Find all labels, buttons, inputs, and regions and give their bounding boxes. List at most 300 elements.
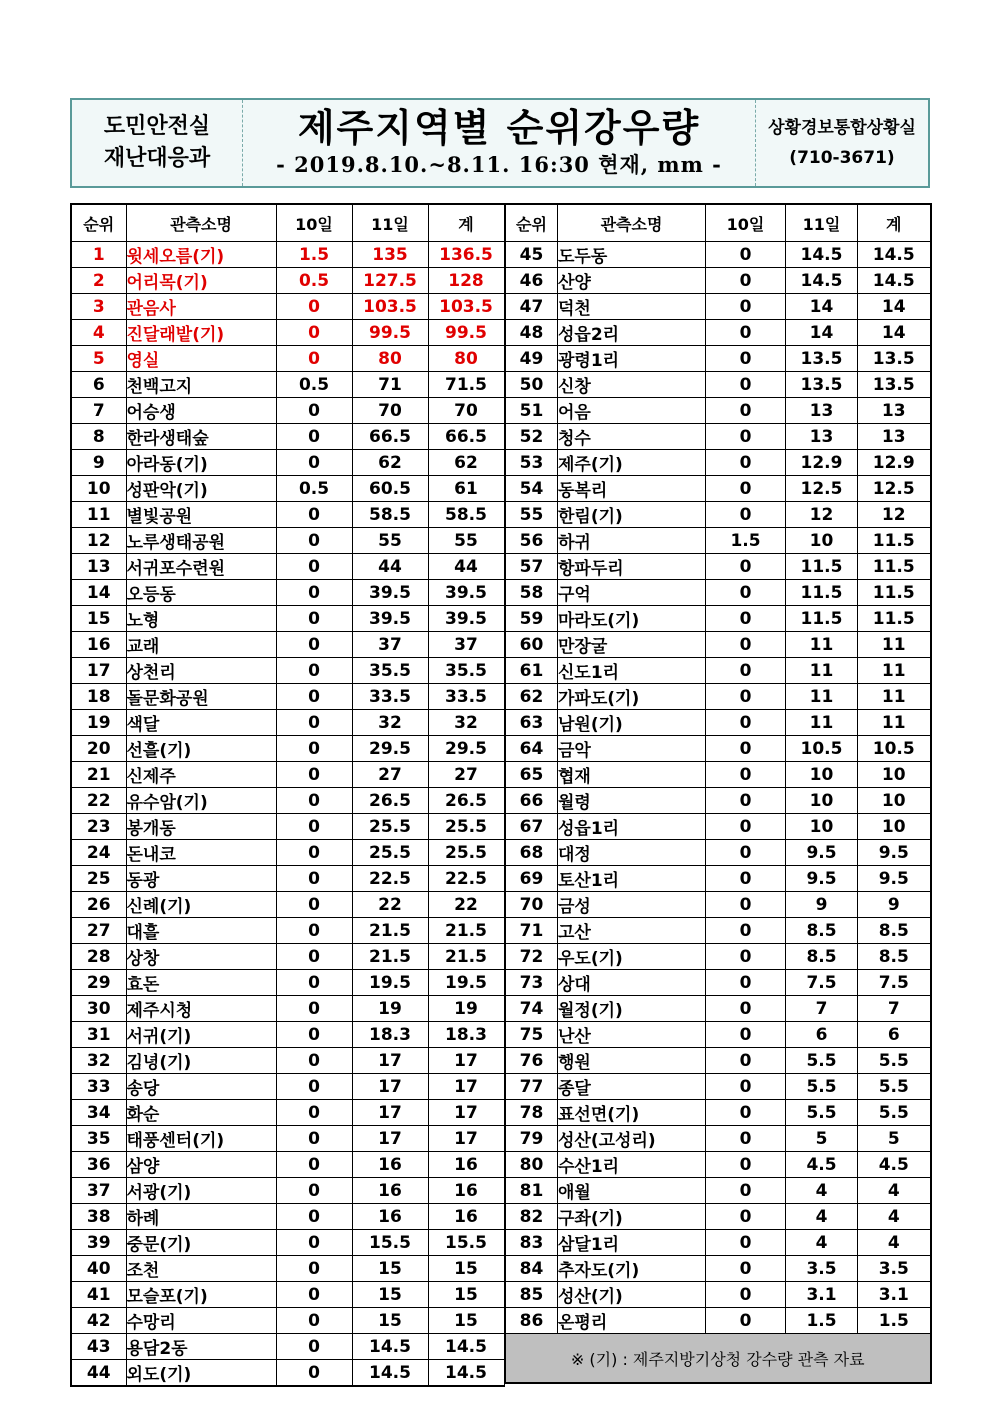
day10-cell: 0 bbox=[706, 242, 786, 268]
table-row bbox=[506, 1230, 931, 1256]
day11-cell: 10 bbox=[786, 528, 858, 554]
station-name-cell: 노형 bbox=[126, 606, 276, 632]
table-row bbox=[506, 788, 931, 814]
table-row bbox=[506, 554, 931, 580]
total-cell: 15.5 bbox=[428, 1230, 504, 1256]
rank-cell: 2 bbox=[71, 268, 126, 294]
table-row bbox=[71, 294, 504, 320]
table-row bbox=[71, 502, 504, 528]
total-cell: 32 bbox=[428, 710, 504, 736]
day11-cell: 13.5 bbox=[786, 372, 858, 398]
table-row bbox=[506, 476, 931, 502]
total-cell: 13.5 bbox=[858, 372, 931, 398]
rank-cell: 47 bbox=[506, 294, 558, 320]
day10-cell: 0 bbox=[276, 736, 352, 762]
table-row bbox=[506, 814, 931, 840]
table-row bbox=[506, 1048, 931, 1074]
col-day10-header: 10일 bbox=[276, 204, 352, 242]
station-name-cell: 삼양 bbox=[126, 1152, 276, 1178]
note-row bbox=[506, 1334, 931, 1384]
rank-cell: 27 bbox=[71, 918, 126, 944]
table-row bbox=[71, 788, 504, 814]
total-cell: 55 bbox=[428, 528, 504, 554]
day10-cell: 0 bbox=[276, 1230, 352, 1256]
total-cell: 11 bbox=[858, 658, 931, 684]
day11-cell: 16 bbox=[352, 1178, 428, 1204]
total-cell: 9 bbox=[858, 892, 931, 918]
rank-cell: 64 bbox=[506, 736, 558, 762]
rank-cell: 1 bbox=[71, 242, 126, 268]
station-name-cell: 성산(기) bbox=[558, 1282, 706, 1308]
rank-cell: 12 bbox=[71, 528, 126, 554]
day10-cell: 0 bbox=[706, 840, 786, 866]
table-row bbox=[71, 840, 504, 866]
total-cell: 17 bbox=[428, 1100, 504, 1126]
rank-cell: 70 bbox=[506, 892, 558, 918]
rank-cell: 81 bbox=[506, 1178, 558, 1204]
station-name-cell: 산양 bbox=[558, 268, 706, 294]
day11-cell: 60.5 bbox=[352, 476, 428, 502]
day11-cell: 14.5 bbox=[352, 1360, 428, 1387]
day11-cell: 13 bbox=[786, 424, 858, 450]
day11-cell: 8.5 bbox=[786, 918, 858, 944]
total-cell: 4 bbox=[858, 1204, 931, 1230]
total-cell: 99.5 bbox=[428, 320, 504, 346]
day10-cell: 0 bbox=[706, 1204, 786, 1230]
table-row bbox=[506, 736, 931, 762]
total-cell: 18.3 bbox=[428, 1022, 504, 1048]
office-phone: (710-3671) bbox=[789, 148, 895, 168]
day11-cell: 103.5 bbox=[352, 294, 428, 320]
total-cell: 80 bbox=[428, 346, 504, 372]
station-name-cell: 수망리 bbox=[126, 1308, 276, 1334]
total-cell: 11.5 bbox=[858, 580, 931, 606]
total-cell: 35.5 bbox=[428, 658, 504, 684]
rank-cell: 40 bbox=[71, 1256, 126, 1282]
station-name-cell: 월령 bbox=[558, 788, 706, 814]
station-name-cell: 성판악(기) bbox=[126, 476, 276, 502]
station-name-cell: 표선면(기) bbox=[558, 1100, 706, 1126]
day10-cell: 0.5 bbox=[276, 268, 352, 294]
station-name-cell: 우도(기) bbox=[558, 944, 706, 970]
day10-cell: 0 bbox=[706, 1282, 786, 1308]
day11-cell: 3.1 bbox=[786, 1282, 858, 1308]
table-row bbox=[506, 450, 931, 476]
day11-cell: 9.5 bbox=[786, 866, 858, 892]
day11-cell: 11.5 bbox=[786, 606, 858, 632]
station-name-cell: 만장굴 bbox=[558, 632, 706, 658]
day11-cell: 12 bbox=[786, 502, 858, 528]
day11-cell: 58.5 bbox=[352, 502, 428, 528]
day11-cell: 14 bbox=[786, 320, 858, 346]
col-rank-header: 순위 bbox=[71, 204, 126, 242]
day10-cell: 0 bbox=[706, 476, 786, 502]
table-row bbox=[71, 1308, 504, 1334]
table-row bbox=[71, 606, 504, 632]
total-cell: 33.5 bbox=[428, 684, 504, 710]
day10-cell: 0 bbox=[706, 424, 786, 450]
table-row bbox=[71, 346, 504, 372]
rank-cell: 25 bbox=[71, 866, 126, 892]
table-row bbox=[71, 762, 504, 788]
station-name-cell: 대흘 bbox=[126, 918, 276, 944]
station-name-cell: 온평리 bbox=[558, 1308, 706, 1334]
page-subtitle: - 2019.8.10.~8.11. 16:30 현재, mm - bbox=[276, 152, 722, 177]
day10-cell: 0 bbox=[706, 996, 786, 1022]
day10-cell: 0 bbox=[276, 502, 352, 528]
day11-cell: 39.5 bbox=[352, 606, 428, 632]
station-name-cell: 한라생태숲 bbox=[126, 424, 276, 450]
table-row bbox=[71, 996, 504, 1022]
day10-cell: 0 bbox=[276, 918, 352, 944]
day11-cell: 17 bbox=[352, 1126, 428, 1152]
day10-cell: 0 bbox=[276, 970, 352, 996]
station-name-cell: 고산 bbox=[558, 918, 706, 944]
col-day11-header: 11일 bbox=[786, 204, 858, 242]
day11-cell: 35.5 bbox=[352, 658, 428, 684]
rainfall-table-left bbox=[70, 203, 505, 1387]
day10-cell: 0 bbox=[706, 762, 786, 788]
rank-cell: 69 bbox=[506, 866, 558, 892]
division-name: 재난대응과 bbox=[103, 146, 211, 171]
day10-cell: 0 bbox=[706, 1048, 786, 1074]
total-cell: 17 bbox=[428, 1048, 504, 1074]
rank-cell: 86 bbox=[506, 1308, 558, 1334]
day11-cell: 29.5 bbox=[352, 736, 428, 762]
day11-cell: 4 bbox=[786, 1230, 858, 1256]
rank-cell: 29 bbox=[71, 970, 126, 996]
day10-cell: 0 bbox=[706, 294, 786, 320]
table-row bbox=[71, 1152, 504, 1178]
day11-cell: 11 bbox=[786, 658, 858, 684]
station-name-cell: 가파도(기) bbox=[558, 684, 706, 710]
table-row bbox=[506, 372, 931, 398]
day11-cell: 11.5 bbox=[786, 554, 858, 580]
rank-cell: 55 bbox=[506, 502, 558, 528]
table-row bbox=[506, 1022, 931, 1048]
rank-cell: 73 bbox=[506, 970, 558, 996]
day10-cell: 0 bbox=[276, 528, 352, 554]
day10-cell: 0 bbox=[706, 814, 786, 840]
station-name-cell: 성읍1리 bbox=[558, 814, 706, 840]
total-cell: 128 bbox=[428, 268, 504, 294]
table-row bbox=[506, 1152, 931, 1178]
station-name-cell: 하귀 bbox=[558, 528, 706, 554]
station-name-cell: 신례(기) bbox=[126, 892, 276, 918]
day11-cell: 14 bbox=[786, 294, 858, 320]
station-name-cell: 김녕(기) bbox=[126, 1048, 276, 1074]
rank-cell: 78 bbox=[506, 1100, 558, 1126]
day11-cell: 11 bbox=[786, 632, 858, 658]
day10-cell: 0 bbox=[276, 554, 352, 580]
rank-cell: 62 bbox=[506, 684, 558, 710]
day11-cell: 99.5 bbox=[352, 320, 428, 346]
station-name-cell: 구좌(기) bbox=[558, 1204, 706, 1230]
total-cell: 70 bbox=[428, 398, 504, 424]
table-row bbox=[71, 554, 504, 580]
rank-cell: 10 bbox=[71, 476, 126, 502]
day10-cell: 0 bbox=[706, 1074, 786, 1100]
day10-cell: 0 bbox=[276, 788, 352, 814]
table-header-row bbox=[506, 204, 931, 242]
day10-cell: 0 bbox=[276, 1308, 352, 1334]
day11-cell: 55 bbox=[352, 528, 428, 554]
total-cell: 10.5 bbox=[858, 736, 931, 762]
table-row bbox=[71, 424, 504, 450]
total-cell: 21.5 bbox=[428, 918, 504, 944]
total-cell: 5.5 bbox=[858, 1100, 931, 1126]
day11-cell: 71 bbox=[352, 372, 428, 398]
day10-cell: 0 bbox=[706, 1308, 786, 1334]
rank-cell: 15 bbox=[71, 606, 126, 632]
station-name-cell: 추자도(기) bbox=[558, 1256, 706, 1282]
table-row bbox=[71, 398, 504, 424]
table-row bbox=[506, 632, 931, 658]
total-cell: 29.5 bbox=[428, 736, 504, 762]
day11-cell: 17 bbox=[352, 1100, 428, 1126]
rank-cell: 57 bbox=[506, 554, 558, 580]
rank-cell: 17 bbox=[71, 658, 126, 684]
day11-cell: 15 bbox=[352, 1282, 428, 1308]
station-name-cell: 상천리 bbox=[126, 658, 276, 684]
total-cell: 58.5 bbox=[428, 502, 504, 528]
table-row bbox=[71, 918, 504, 944]
day11-cell: 6 bbox=[786, 1022, 858, 1048]
rank-cell: 38 bbox=[71, 1204, 126, 1230]
station-name-cell: 어음 bbox=[558, 398, 706, 424]
station-name-cell: 성산(고성리) bbox=[558, 1126, 706, 1152]
total-cell: 7.5 bbox=[858, 970, 931, 996]
day10-cell: 0 bbox=[706, 970, 786, 996]
rank-cell: 46 bbox=[506, 268, 558, 294]
station-name-cell: 신도1리 bbox=[558, 658, 706, 684]
day10-cell: 0 bbox=[706, 502, 786, 528]
rank-cell: 13 bbox=[71, 554, 126, 580]
day10-cell: 0 bbox=[706, 398, 786, 424]
station-name-cell: 제주(기) bbox=[558, 450, 706, 476]
day10-cell: 0 bbox=[276, 1360, 352, 1387]
day11-cell: 9.5 bbox=[786, 840, 858, 866]
station-name-cell: 유수암(기) bbox=[126, 788, 276, 814]
table-row bbox=[71, 320, 504, 346]
rank-cell: 48 bbox=[506, 320, 558, 346]
total-cell: 1.5 bbox=[858, 1308, 931, 1334]
table-row bbox=[71, 1360, 504, 1387]
rank-cell: 85 bbox=[506, 1282, 558, 1308]
rank-cell: 53 bbox=[506, 450, 558, 476]
total-cell: 10 bbox=[858, 814, 931, 840]
day10-cell: 0.5 bbox=[276, 476, 352, 502]
total-cell: 5 bbox=[858, 1126, 931, 1152]
day10-cell: 0 bbox=[276, 606, 352, 632]
day10-cell: 0 bbox=[276, 398, 352, 424]
day11-cell: 80 bbox=[352, 346, 428, 372]
table-row bbox=[71, 1334, 504, 1360]
table-row bbox=[506, 268, 931, 294]
day10-cell: 0 bbox=[276, 892, 352, 918]
table-row bbox=[71, 710, 504, 736]
day10-cell: 1.5 bbox=[706, 528, 786, 554]
day10-cell: 0 bbox=[706, 554, 786, 580]
rank-cell: 35 bbox=[71, 1126, 126, 1152]
rank-cell: 14 bbox=[71, 580, 126, 606]
total-cell: 9.5 bbox=[858, 840, 931, 866]
station-name-cell: 태풍센터(기) bbox=[126, 1126, 276, 1152]
day10-cell: 0 bbox=[276, 1282, 352, 1308]
col-day10-header: 10일 bbox=[706, 204, 786, 242]
rank-cell: 51 bbox=[506, 398, 558, 424]
rank-cell: 65 bbox=[506, 762, 558, 788]
station-name-cell: 대정 bbox=[558, 840, 706, 866]
day11-cell: 3.5 bbox=[786, 1256, 858, 1282]
rainfall-table-right bbox=[505, 203, 932, 1384]
day10-cell: 0.5 bbox=[276, 372, 352, 398]
rank-cell: 39 bbox=[71, 1230, 126, 1256]
day10-cell: 0 bbox=[276, 1100, 352, 1126]
day11-cell: 22.5 bbox=[352, 866, 428, 892]
total-cell: 12.9 bbox=[858, 450, 931, 476]
total-cell: 11 bbox=[858, 684, 931, 710]
table-row bbox=[71, 944, 504, 970]
day10-cell: 0 bbox=[276, 840, 352, 866]
table-row bbox=[506, 1074, 931, 1100]
total-cell: 14.5 bbox=[428, 1360, 504, 1387]
rank-cell: 5 bbox=[71, 346, 126, 372]
table-row bbox=[71, 1178, 504, 1204]
table-row bbox=[506, 892, 931, 918]
station-name-cell: 상창 bbox=[126, 944, 276, 970]
table-row bbox=[506, 398, 931, 424]
day11-cell: 15 bbox=[352, 1308, 428, 1334]
day10-cell: 0 bbox=[276, 814, 352, 840]
table-row bbox=[506, 1178, 931, 1204]
day10-cell: 0 bbox=[276, 424, 352, 450]
rank-cell: 19 bbox=[71, 710, 126, 736]
table-row bbox=[71, 1282, 504, 1308]
station-name-cell: 어승생 bbox=[126, 398, 276, 424]
table-row bbox=[506, 970, 931, 996]
rank-cell: 11 bbox=[71, 502, 126, 528]
station-name-cell: 어리목(기) bbox=[126, 268, 276, 294]
rank-cell: 6 bbox=[71, 372, 126, 398]
total-cell: 61 bbox=[428, 476, 504, 502]
day11-cell: 44 bbox=[352, 554, 428, 580]
total-cell: 5.5 bbox=[858, 1048, 931, 1074]
total-cell: 25.5 bbox=[428, 814, 504, 840]
day10-cell: 0 bbox=[276, 710, 352, 736]
table-row bbox=[506, 528, 931, 554]
table-row bbox=[506, 658, 931, 684]
station-name-cell: 구억 bbox=[558, 580, 706, 606]
table-row bbox=[506, 1126, 931, 1152]
station-name-cell: 별빛공원 bbox=[126, 502, 276, 528]
total-cell: 4.5 bbox=[858, 1152, 931, 1178]
total-cell: 17 bbox=[428, 1126, 504, 1152]
table-row bbox=[71, 476, 504, 502]
day11-cell: 4 bbox=[786, 1204, 858, 1230]
table-row bbox=[506, 424, 931, 450]
total-cell: 19.5 bbox=[428, 970, 504, 996]
rank-cell: 3 bbox=[71, 294, 126, 320]
table-row bbox=[506, 1204, 931, 1230]
total-cell: 14 bbox=[858, 320, 931, 346]
day11-cell: 22 bbox=[352, 892, 428, 918]
table-row bbox=[506, 294, 931, 320]
rank-cell: 77 bbox=[506, 1074, 558, 1100]
day11-cell: 10 bbox=[786, 788, 858, 814]
day11-cell: 10 bbox=[786, 762, 858, 788]
day10-cell: 0 bbox=[706, 710, 786, 736]
table-row bbox=[506, 320, 931, 346]
day11-cell: 14.5 bbox=[352, 1334, 428, 1360]
rank-cell: 44 bbox=[71, 1360, 126, 1387]
total-cell: 7 bbox=[858, 996, 931, 1022]
total-cell: 11.5 bbox=[858, 528, 931, 554]
day10-cell: 0 bbox=[276, 1178, 352, 1204]
total-cell: 10 bbox=[858, 762, 931, 788]
rank-cell: 84 bbox=[506, 1256, 558, 1282]
table-row bbox=[71, 1126, 504, 1152]
day11-cell: 19.5 bbox=[352, 970, 428, 996]
total-cell: 5.5 bbox=[858, 1074, 931, 1100]
day10-cell: 0 bbox=[276, 1022, 352, 1048]
day11-cell: 135 bbox=[352, 242, 428, 268]
rank-cell: 76 bbox=[506, 1048, 558, 1074]
day10-cell: 0 bbox=[706, 918, 786, 944]
total-cell: 8.5 bbox=[858, 944, 931, 970]
total-cell: 17 bbox=[428, 1074, 504, 1100]
day10-cell: 0 bbox=[276, 580, 352, 606]
total-cell: 13 bbox=[858, 424, 931, 450]
day11-cell: 4.5 bbox=[786, 1152, 858, 1178]
rank-cell: 37 bbox=[71, 1178, 126, 1204]
station-name-cell: 협재 bbox=[558, 762, 706, 788]
total-cell: 44 bbox=[428, 554, 504, 580]
table-row bbox=[71, 866, 504, 892]
rank-cell: 8 bbox=[71, 424, 126, 450]
table-header-row bbox=[71, 204, 504, 242]
rank-cell: 20 bbox=[71, 736, 126, 762]
rank-cell: 28 bbox=[71, 944, 126, 970]
day10-cell: 0 bbox=[706, 1178, 786, 1204]
table-row bbox=[71, 450, 504, 476]
total-cell: 14.5 bbox=[858, 268, 931, 294]
rank-cell: 22 bbox=[71, 788, 126, 814]
station-name-cell: 금성 bbox=[558, 892, 706, 918]
station-name-cell: 조천 bbox=[126, 1256, 276, 1282]
station-name-cell: 중문(기) bbox=[126, 1230, 276, 1256]
day11-cell: 12.5 bbox=[786, 476, 858, 502]
rank-cell: 82 bbox=[506, 1204, 558, 1230]
rank-cell: 26 bbox=[71, 892, 126, 918]
total-cell: 11 bbox=[858, 632, 931, 658]
office-block bbox=[756, 100, 928, 186]
table-row bbox=[71, 892, 504, 918]
rank-cell: 23 bbox=[71, 814, 126, 840]
table-row bbox=[506, 242, 931, 268]
table-row bbox=[71, 632, 504, 658]
table-row bbox=[506, 1308, 931, 1334]
day10-cell: 0 bbox=[706, 1100, 786, 1126]
day11-cell: 19 bbox=[352, 996, 428, 1022]
total-cell: 12.5 bbox=[858, 476, 931, 502]
table-row bbox=[71, 970, 504, 996]
total-cell: 8.5 bbox=[858, 918, 931, 944]
table-row bbox=[506, 866, 931, 892]
total-cell: 26.5 bbox=[428, 788, 504, 814]
total-cell: 14.5 bbox=[858, 242, 931, 268]
table-row bbox=[506, 840, 931, 866]
